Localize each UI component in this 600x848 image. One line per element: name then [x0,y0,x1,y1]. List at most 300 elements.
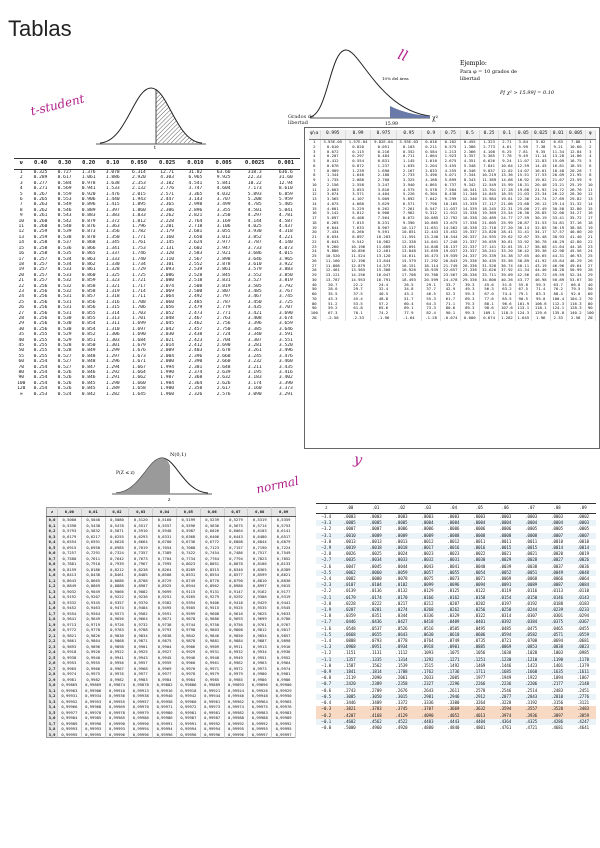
table-cell: .3264 [466,700,492,706]
table-cell: 3.527 [247,278,262,284]
table-cell: 118.1 [531,306,550,311]
table-cell: 0,99993 [105,726,129,732]
row-label-cell: 3,8 [47,726,58,732]
table-cell: 0,9875 [153,638,177,644]
table-cell: .1711 [466,669,492,675]
table-cell: 18.338 [460,226,479,231]
table-cell: 0.254 [33,386,48,392]
table-cell: 31.32 [566,202,585,207]
table-cell: 1.725 [131,272,146,278]
table-cell: 1.645 [515,316,531,321]
table-cell: .0068 [518,576,544,582]
table-cell: 0.536 [57,245,72,251]
table-cell: 1.638 [105,180,120,186]
row-label-cell: 14 [309,202,320,207]
table-cell: 3.053 [345,188,370,193]
table-cell: 45.56 [566,249,585,254]
table-cell: 13.701 [479,188,498,193]
table-cell: 0,9821 [57,633,81,639]
table-cell: 0.865 [81,251,96,257]
row-label-cell: 21 [18,278,24,284]
table-cell: 4.404 [371,192,396,197]
table-cell: 2.074 [160,283,175,289]
table-cell: 17.708 [396,273,421,278]
table-cell: 0.847 [81,364,96,370]
table-cell: 0,99988 [224,715,248,721]
table-cell: 0,9515 [200,605,224,611]
table-cell: 10.520 [320,254,345,259]
row-label-cell: 19 [309,226,320,231]
column-header: ν [14,159,28,170]
table-cell: 74.4 [499,292,515,297]
table-cell: .0409 [440,619,466,625]
table-cell: 0,9319 [272,594,296,600]
table-cell: 90.5 [515,297,531,302]
row-label-cell: 1,8 [47,616,58,622]
row-label-cell: −0.1 [316,719,337,725]
table-cell: 0,9846 [200,633,224,639]
table-cell: 2.700 [371,178,396,183]
table-cell: 2.821 [188,213,203,219]
table-cell: 12.84 [566,150,585,155]
table-cell: 0.537 [57,240,72,246]
table-cell: 2.000 [160,359,175,365]
table-cell: 0,99910 [105,688,129,694]
table-cell: 2.132 [131,186,146,192]
table-cell: .0010 [544,539,570,545]
table-cell: 5.071 [441,173,460,178]
table-cell: 3.787 [247,240,262,246]
table-cell: .1867 [570,675,596,681]
table-cell: 1.662 [131,375,146,381]
table-cell: 0,8980 [224,583,248,589]
row-label-cell: 2,1 [47,633,58,639]
table-cell: 0.262 [33,207,48,213]
row-label-cell: −2.6 [316,564,337,570]
table-cell: 5.009 [371,197,396,202]
table-cell: 23 [585,245,595,250]
table-cell: 0,5948 [153,528,177,534]
table-cell: 0,9545 [272,605,296,611]
table-cell: 0,99993 [57,726,81,732]
table-cell: 1.987 [160,375,175,381]
table-cell: 2.160 [160,234,175,240]
table-cell: 13.675 [441,221,460,226]
table-cell: 1.350 [105,234,120,240]
row-label-cell: 11 [309,188,320,193]
table-cell: 0.271 [33,186,48,192]
table-cell: 0,9564 [81,611,105,617]
table-cell: 3.850 [278,272,293,278]
table-cell: 1.306 [105,332,120,338]
table-cell: 0,6985 [105,545,129,551]
table-cell: 49.3 [460,287,479,292]
table-cell: 0,9830 [105,633,129,639]
table-cell: 12.94 [278,180,293,186]
table-cell: 1.886 [105,175,120,181]
table-cell: 2.228 [160,218,175,224]
table-cell: 0.842 [81,391,96,397]
table-cell: 0,9962 [224,660,248,666]
table-cell: .0951 [363,644,389,650]
table-cell: 69.3 [460,297,479,302]
table-cell: 19.02 [531,178,550,183]
table-cell: .1894 [544,675,570,681]
table-cell: 33.20 [499,249,515,254]
column-header: φ [585,130,595,140]
table-cell: 17.28 [499,188,515,193]
table-cell: .2611 [440,688,466,694]
table-cell: 3.747 [188,186,203,192]
table-cell: 0,9850 [224,633,248,639]
table-cell: 0.255 [33,337,48,343]
column-header: 0.95 [396,130,421,140]
table-cell: 73.3 [421,306,440,311]
table-cell: 14.611 [396,254,421,259]
table-cell: 0,6772 [200,539,224,545]
table-cell: 0.115 [345,150,370,155]
table-cell: 0,8790 [224,578,248,584]
table-cell: .0329 [440,613,466,619]
table-cell: 0,6664 [129,539,153,545]
table-cell: 12.338 [396,240,421,245]
table-cell: 2.878 [216,261,231,267]
table-cell: .0351 [363,613,389,619]
table-cell: 1.994 [160,364,175,370]
table-cell: 0.297 [345,154,370,159]
table-cell: .1814 [363,669,389,675]
table-cell: 3.496 [278,348,293,354]
table-cell: 0,9838 [153,633,177,639]
table-cell: 0,5910 [129,528,153,534]
table-cell: .1170 [570,657,596,663]
table-cell: 0,9985 [200,677,224,683]
table-cell: 2.567 [188,256,203,262]
table-cell: .0594 [492,632,518,638]
table-cell: 2.779 [216,305,231,311]
table-cell: 0.020 [345,145,370,150]
table-cell: .2810 [544,694,570,700]
table-cell: .0918 [415,644,441,650]
table-cell: .0009 [363,533,389,539]
table-cell: 3.232 [247,359,262,365]
table-cell: 0.255 [33,343,48,348]
table-cell: 0,8461 [105,572,129,578]
table-cell: 0,9959 [153,660,177,666]
table-cell: .0045 [363,564,389,570]
table-header-row [316,504,596,514]
table-cell: 8.672 [396,216,421,221]
table-cell: 4.541 [188,180,203,186]
table-cell: .0044 [389,564,415,570]
table-cell: .0099 [415,582,441,588]
table-cell: 0,9778 [81,627,105,633]
row-label-cell: 2,3 [47,644,58,650]
table-cell: 0.866 [81,245,96,251]
table-cell: 0,99992 [200,721,224,727]
table-cell: 0,9986 [248,677,272,683]
table-cell: .2776 [570,694,596,700]
table-cell: 30.14 [515,226,531,231]
table-cell: 45.4 [345,297,370,302]
table-cell: 0,9893 [57,644,81,650]
table-cell: .3085 [337,694,363,700]
table-cell: .2514 [518,688,544,694]
table-cell: 14.953 [345,278,370,283]
table-cell: 7.584 [441,188,460,193]
table-cell: 0,99986 [153,715,177,721]
table-cell: 2.71 [499,140,515,145]
table-cell: 0,99960 [176,699,200,705]
row-label-cell: 2,9 [47,677,58,683]
table-cell: 9.21 [550,145,566,150]
table-cell: 0.528 [57,348,72,354]
table-cell: .3050 [363,694,389,700]
table-cell: 0,99995 [248,726,272,732]
row-label-cell: −1.4 [316,638,337,644]
table-cell: .0113 [544,588,570,594]
table-cell: 44.18 [566,245,585,250]
row-label-cell: 9 [309,178,320,183]
table-cell: 0,5793 [57,528,81,534]
table-cell: 1.690 [131,332,146,338]
table-cell: 20.7 [320,283,345,288]
table-cell: 2.819 [216,283,231,289]
table-cell: .0003 [518,514,544,521]
table-cell: 21.337 [460,240,479,245]
table-cell: 2.004 [160,353,175,359]
table-cell: .3446 [337,700,363,706]
column-header: 0,09 [272,508,296,517]
table-cell: .0008 [440,533,466,539]
table-cell: 0,6443 [224,534,248,540]
table-cell: 3.416 [278,370,293,376]
table-cell: 2.048 [160,315,175,321]
table-cell: 12.443 [421,230,440,235]
table-cell: 13 [585,197,595,202]
table-cell: 0,7357 [129,550,153,556]
table-cell: 2.617 [216,386,231,392]
table-cell: 4.025 [247,224,262,230]
table-cell: .0392 [492,619,518,625]
table-cell: 0.559 [57,191,72,197]
table-cell: 0,99893 [224,682,248,688]
row-label-cell: 29 [309,273,320,278]
table-cell: 2.571 [160,191,175,197]
table-cell: .0495 [466,626,492,632]
table-cell: 0,9535 [248,605,272,611]
table-cell: 46.93 [566,254,585,259]
column-header: 0,06 [200,508,224,517]
table-cell: 0,9147 [224,589,248,595]
table-cell: 1.635 [396,164,421,169]
row-label-cell: 19 [18,267,24,273]
table-cell: 0,9671 [153,616,177,622]
table-cell: 3.551 [278,337,293,343]
table-cell: .0104 [363,582,389,588]
table-cell: .0003 [363,514,389,521]
table-cell: .0793 [363,638,389,644]
row-label-cell: 10 [18,218,24,224]
table-cell: .0013 [337,539,363,545]
table-cell: 16.92 [515,178,531,183]
table-cell: 2.358 [188,386,203,392]
table-cell: .0020 [544,551,570,557]
table-cell: .0174 [363,595,389,601]
table-cell: 0.879 [81,218,96,224]
table-cell: 39.3 [460,283,479,288]
row-label-cell: −0.0 [316,725,337,731]
column-header: .00 [337,504,363,514]
table-cell: 5.041 [278,207,293,213]
table-cell: 1.771 [131,234,146,240]
table-cell: .1131 [363,650,389,656]
table-cell: 2.014 [160,343,175,348]
table-cell: 16.047 [371,273,396,278]
table-cell: 7.434 [320,230,345,235]
table-cell: 24.4 [371,283,396,288]
table-cell: -2.33 [345,316,370,321]
table-cell: 1.323 [479,140,498,145]
table-cell: 2.668 [216,353,231,359]
table-cell: 0.255 [33,332,48,338]
table-cell: 2.201 [160,224,175,230]
table-cell: 11.808 [320,264,345,269]
table-cell: 1.699 [131,321,146,327]
table-cell: .0008 [492,533,518,539]
table-cell: 21.749 [441,264,460,269]
table-cell: 19.81 [499,197,515,202]
row-label-cell: 2,7 [47,666,58,672]
table-cell: 25.00 [515,207,531,212]
table-cell: .2912 [466,694,492,700]
table-cell: 0,9972 [224,666,248,672]
table-cell: 22.337 [460,245,479,250]
table-cell: .3336 [415,700,441,706]
table-cell: .2033 [415,675,441,681]
table-cell: .0003 [492,514,518,521]
table-cell: .1190 [544,657,570,663]
table-cell: 0,99983 [248,710,272,716]
table-cell: 0,9968 [129,666,153,672]
row-label-cell: −1.6 [316,626,337,632]
table-cell: 0,8508 [153,572,177,578]
table-cell: .2148 [570,681,596,687]
table-cell: 10.851 [396,230,421,235]
column-header: 0.25 [479,130,498,140]
table-cell: 26 [585,259,595,264]
table-cell: .0485 [492,626,518,632]
table-cell: 3.055 [216,229,231,235]
table-cell: .1949 [492,675,518,681]
column-header: .05 [466,504,492,514]
table-cell: 29.1 [421,283,440,288]
table-cell: .1635 [544,669,570,675]
table-cell: 4.297 [247,213,262,219]
table-cell: 1.717 [131,283,146,289]
table-cell: 0,9951 [248,655,272,661]
table-cell: 0,99865 [57,682,81,688]
table-cell: 1.328 [105,267,120,273]
table-cell: 0.103 [396,145,421,150]
table-cell: 1.323 [105,278,120,284]
table-cell: 3.725 [278,299,293,305]
table-cell: 5.959 [278,197,293,203]
table-cell: .0094 [466,582,492,588]
row-label-cell: 7 [19,202,23,208]
table-cell: 0,99995 [224,726,248,732]
chi-example-line1: Para φ = 10 grados de [460,69,517,75]
column-header: .07 [518,504,544,514]
table-cell: 10.865 [421,221,440,226]
table-cell: 16.81 [550,164,566,169]
table-cell: 42.9 [441,287,460,292]
table-cell: 3.183 [247,375,262,381]
table-cell: 0.254 [33,370,48,376]
table-cell: 5.893 [247,191,262,197]
row-label-cell: 0,5 [47,545,58,551]
table-cell: 2.763 [216,315,231,321]
table-cell: 0,8078 [224,561,248,567]
table-cell: 9.299 [441,197,460,202]
table-cell: 35.56 [499,259,515,264]
table-cell: .0041 [440,564,466,570]
table-cell: 2.583 [188,251,203,257]
table-cell: 4.221 [278,234,293,240]
table-cell: 0,9901 [129,644,153,650]
table-cell: .0681 [570,638,596,644]
row-label-cell: 100 [309,311,320,316]
table-cell: 7.344 [460,173,479,178]
table-cell: .0009 [389,533,415,539]
table-cell: .0006 [440,526,466,532]
table-cell: 32.4 [371,287,396,292]
table-cell: .4880 [415,725,441,731]
handwritten-normal-note: normal [255,473,301,497]
table-cell: 8.610 [278,186,293,192]
table-cell: 50 [585,287,595,292]
table-cell: .0005 [570,526,596,532]
table-cell: .0934 [389,644,415,650]
table-cell: 60 [585,292,595,297]
table-cell: .0062 [337,570,363,576]
table-cell: 0,5832 [81,528,105,534]
table-cell: 2.423 [188,337,203,343]
table-cell: 0.845 [81,380,96,386]
table-cell: 0,5478 [105,523,129,529]
table-cell: 0,6293 [129,534,153,540]
table-cell: .3557 [518,706,544,712]
table-cell: .0655 [363,632,389,638]
table-cell: .0179 [337,595,363,601]
table-cell: 0,9884 [224,638,248,644]
table-cell: 8.438 [441,192,460,197]
table-cell: 0.862 [81,261,96,267]
table-cell: 3.707 [216,197,231,203]
table-cell: 0,5517 [129,523,153,529]
table-cell: 0,9251 [153,594,177,600]
table-cell: 0,9974 [272,666,296,672]
table-cell: 92.0 [566,292,585,297]
row-label-cell: 3 [19,180,23,186]
table-cell: .0192 [518,601,544,607]
table-cell: .2061 [389,675,415,681]
table-cell: 27.20 [499,226,515,231]
column-header: 0.975 [371,130,396,140]
table-cell: 3.84 [515,140,531,145]
table-cell: 7.173 [247,186,262,192]
table-cell: 0,7967 [129,561,153,567]
